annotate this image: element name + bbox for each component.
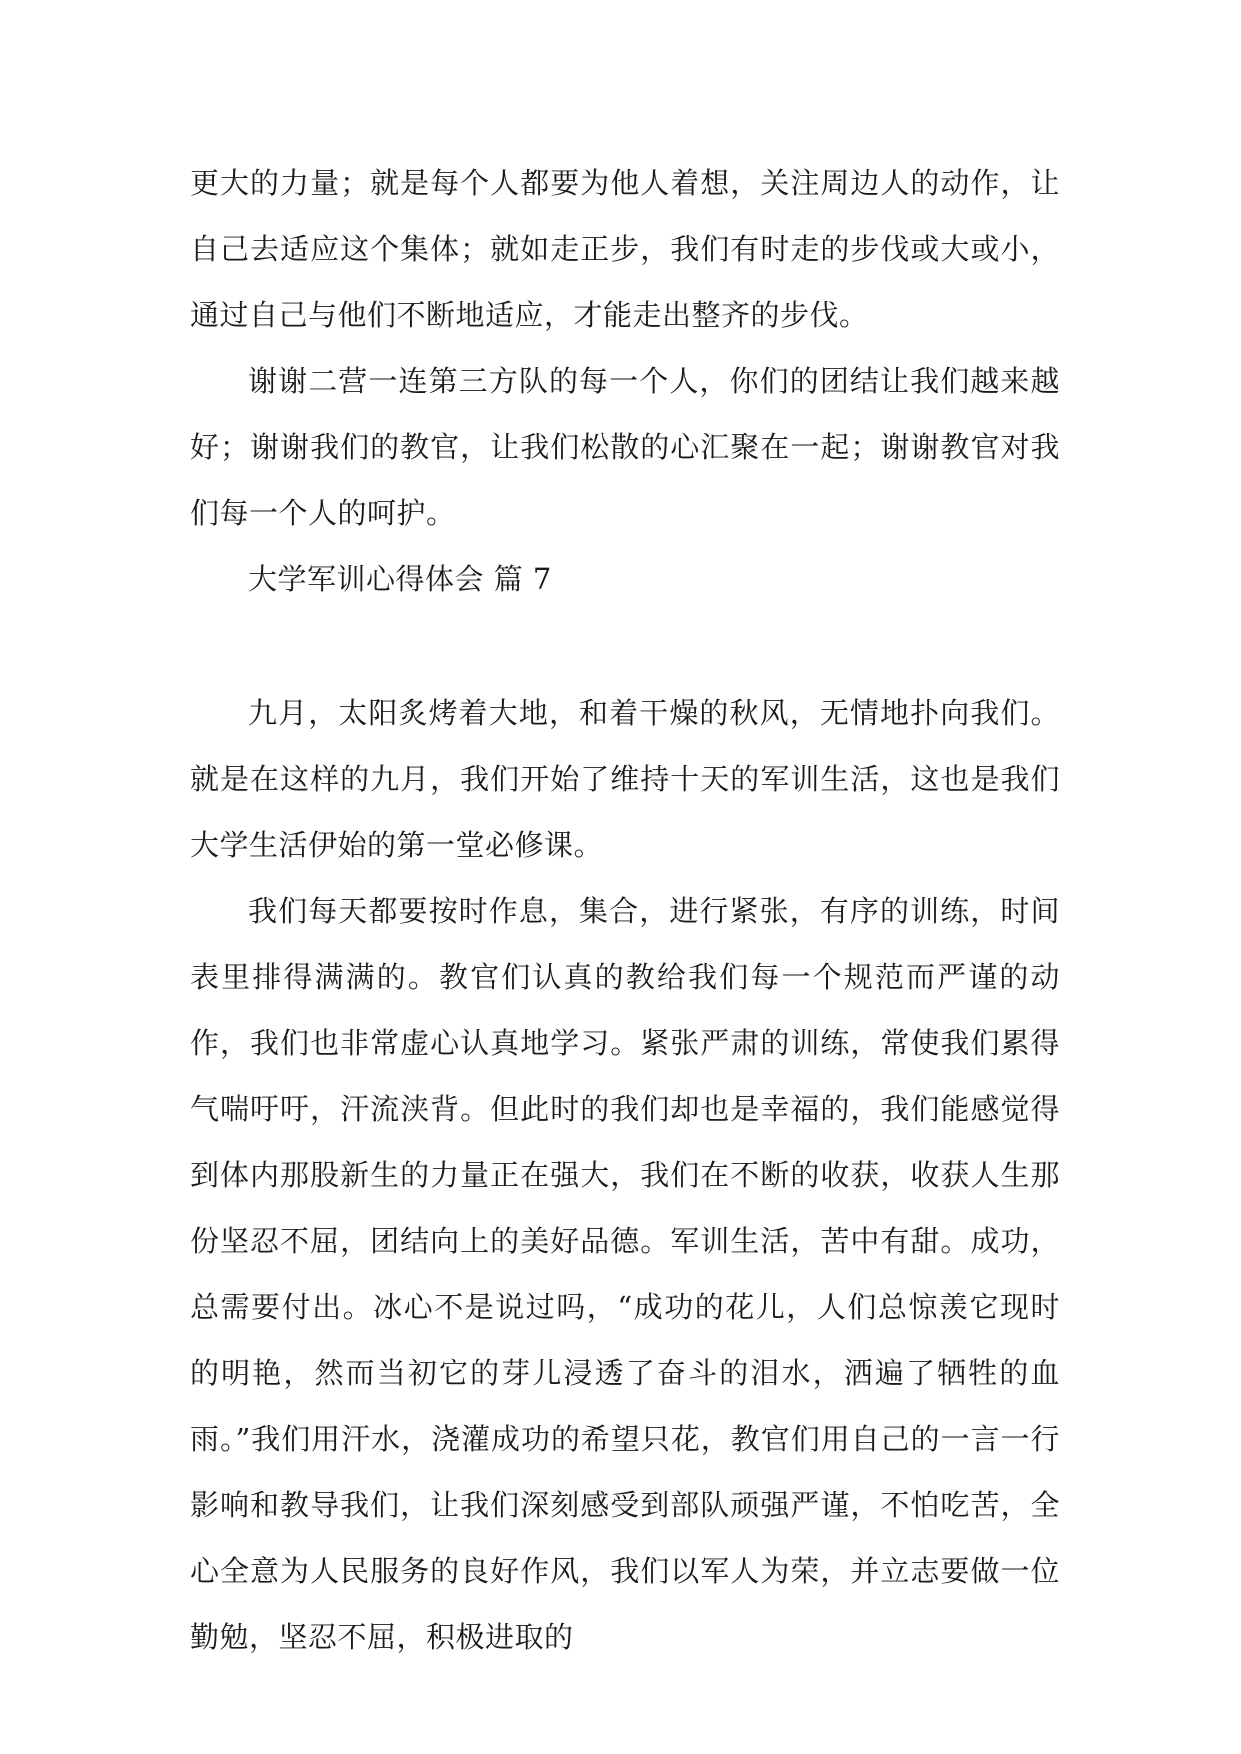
section-heading: 大学军训心得体会 篇 7 <box>248 562 552 596</box>
blank-line <box>190 612 1060 680</box>
paragraph-continuation: 更大的力量；就是每个人都要为他人着想，关注周边人的动作，让自己去适应这个集体；就如走正步，我们有时走的步伐或大或小，通过自己与他们不断地适应，才能走出整齐的步伐。 <box>190 166 1060 332</box>
paragraph-thanks: 谢谢二营一连第三方队的每一个人，你们的团结让我们越来越好；谢谢我们的教官，让我们松散的心汇聚在一起；谢谢教官对我们每一个人的呵护。 <box>190 364 1060 530</box>
document-body <box>190 150 1060 1670</box>
paragraph-september: 九月，太阳炙烤着大地，和着干燥的秋风，无情地扑向我们。就是在这样的九月，我们开始了维持十天的军训生活，这也是我们大学生活伊始的第一堂必修课。 <box>190 696 1060 862</box>
paragraph-training: 我们每天都要按时作息，集合，进行紧张，有序的训练，时间表里排得满满的。教官们认真的教给我们每一个规范而严谨的动作，我们也非常虚心认真地学习。紧张严肃的训练，常使我们累得气喘吁吁，汗流浃背。但此时的我们却也是幸福的，我们能感觉得到体内那股新生的力量正在强大，我们在不断的收获，收获人生那份坚忍不屈，团结向上的美好品德。军训生活，苦中有甜。成功，总需要付出。冰心不是说过吗，“成功的花儿，人们总惊羡它现时的明艳，然而当初它的芽儿浸透了奋斗的泪水，洒遍了牺牲的血雨。”我们用汗水，浇灌成功的希望只花，教官们用自己的一言一行影响和教导我们，让我们深刻感受到部队顽强严谨，不怕吃苦，全心全意为人民服务的良好作风，我们以军人为荣，并立志要做一位勤勉，坚忍不屈，积极进取的 <box>190 894 1060 1654</box>
